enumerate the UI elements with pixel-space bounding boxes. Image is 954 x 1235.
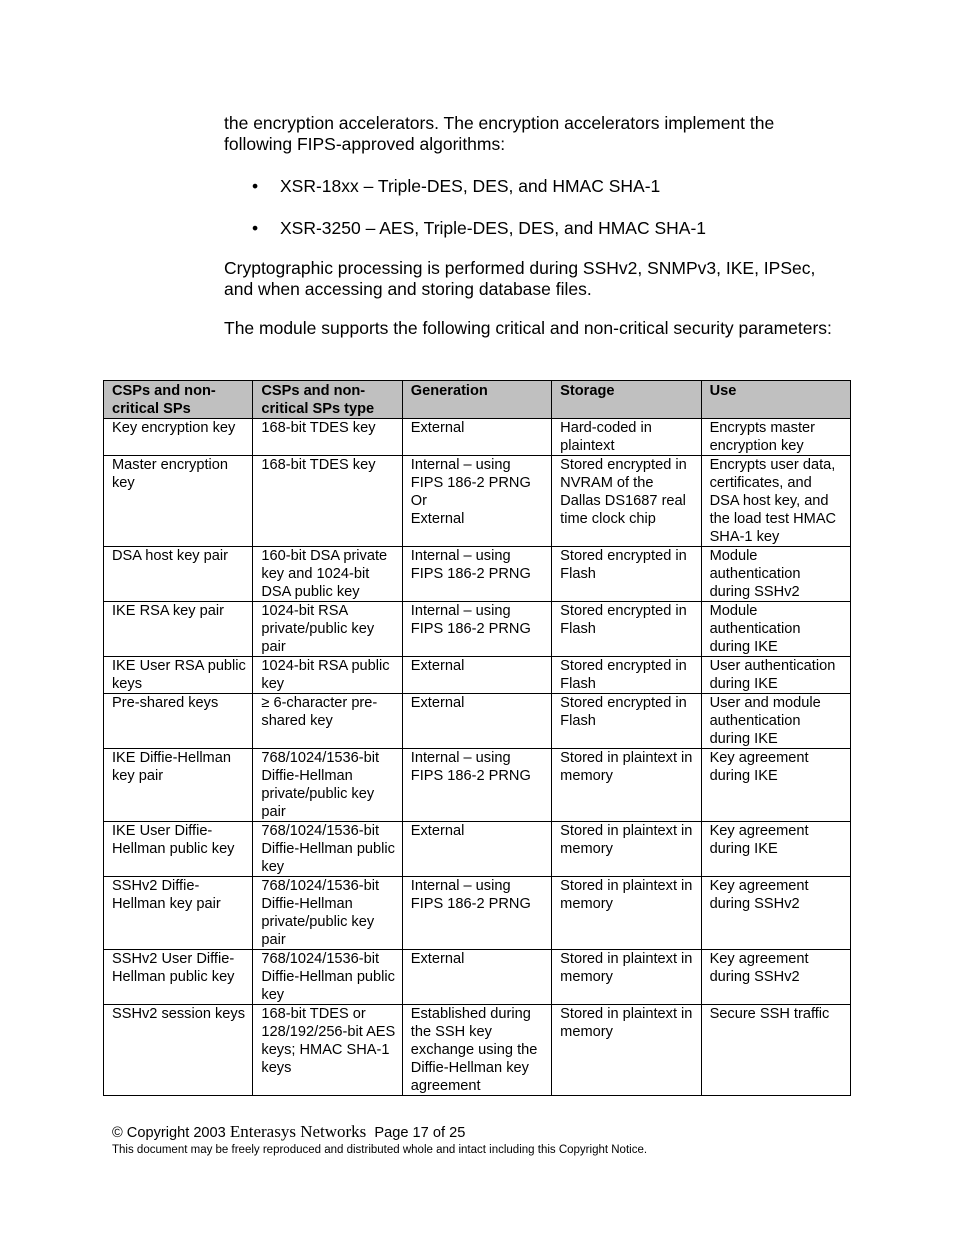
page-footer [112, 1122, 647, 1157]
cell-csp: SSHv2 User Diffie-Hellman public key [104, 950, 253, 1005]
cell-storage: Stored in plaintext in memory [552, 749, 701, 822]
cell-storage: Stored encrypted in Flash [552, 547, 701, 602]
table-row [104, 657, 851, 694]
cell-storage: Stored encrypted in Flash [552, 602, 701, 657]
processing-paragraph: Cryptographic processing is performed during SSHv2, SNMPv3, IKE, IPSec, and when accessing and storing database files. [224, 258, 816, 299]
header-use: Use [701, 381, 850, 419]
cell-type: 168-bit TDES key [253, 419, 402, 456]
cell-generation: External [402, 657, 551, 694]
cell-generation: Established during the SSH key exchange using the Diffie-Hellman key agreement [402, 1005, 551, 1096]
footer-page-number: Page 17 of 25 [374, 1125, 466, 1141]
cell-csp: Key encryption key [104, 419, 253, 456]
cell-storage: Stored encrypted in Flash [552, 694, 701, 749]
cell-use: Module authentication during SSHv2 [701, 547, 850, 602]
cell-type: 768/1024/1536-bit Diffie-Hellman public key [253, 950, 402, 1005]
table-row [104, 547, 851, 602]
table-header-row [104, 381, 851, 419]
footer-notice: This document may be freely reproduced and distributed whole and intact including this Copyright Notice. [112, 1144, 648, 1156]
header-type: CSPs and non-critical SPs type [253, 381, 402, 419]
cell-type: 1024-bit RSA private/public key pair [253, 602, 402, 657]
bullet-text: XSR-3250 – AES, Triple-DES, DES, and HMAC SHA-1 [280, 218, 706, 238]
cell-csp: IKE User RSA public keys [104, 657, 253, 694]
table-row [104, 419, 851, 456]
cell-csp: IKE Diffie-Hellman key pair [104, 749, 253, 822]
cell-use: Encrypts user data, certificates, and DSA host key, and the load test HMAC SHA-1 key [701, 456, 850, 547]
cell-storage: Stored in plaintext in memory [552, 950, 701, 1005]
cell-csp: SSHv2 Diffie-Hellman key pair [104, 877, 253, 950]
intro-paragraph: the encryption accelerators. The encryption accelerators implement the following FIPS-approved algorithms: [224, 113, 775, 154]
cell-generation: Internal – using FIPS 186-2 PRNG Or External [402, 456, 551, 547]
cell-use: Encrypts master encryption key [701, 419, 850, 456]
cell-storage: Stored encrypted in NVRAM of the Dallas DS1687 real time clock chip [552, 456, 701, 547]
cell-type: 160-bit DSA private key and 1024-bit DSA public key [253, 547, 402, 602]
cell-csp: DSA host key pair [104, 547, 253, 602]
cell-storage: Stored in plaintext in memory [552, 822, 701, 877]
header-storage: Storage [552, 381, 701, 419]
bullet-item [252, 218, 706, 239]
bullet-text: XSR-18xx – Triple-DES, DES, and HMAC SHA-1 [280, 176, 661, 196]
cell-storage: Stored in plaintext in memory [552, 1005, 701, 1096]
cell-storage: Stored in plaintext in memory [552, 877, 701, 950]
cell-generation: Internal – using FIPS 186-2 PRNG [402, 877, 551, 950]
table-body [104, 419, 851, 1096]
cell-generation: Internal – using FIPS 186-2 PRNG [402, 602, 551, 657]
parameters-paragraph: The module supports the following critical and non-critical security parameters: [224, 318, 832, 338]
cell-type: 1024-bit RSA public key [253, 657, 402, 694]
cell-use: User and module authentication during IKE [701, 694, 850, 749]
table-row [104, 950, 851, 1005]
cell-use: Key agreement during SSHv2 [701, 950, 850, 1005]
cell-storage: Hard-coded in plaintext [552, 419, 701, 456]
table-row [104, 1005, 851, 1096]
table-row [104, 602, 851, 657]
cell-csp: SSHv2 session keys [104, 1005, 253, 1096]
table-row [104, 456, 851, 547]
cell-generation: External [402, 694, 551, 749]
cell-generation: External [402, 419, 551, 456]
cell-use: User authentication during IKE [701, 657, 850, 694]
bullet-icon: • [252, 218, 259, 238]
cell-use: Module authentication during IKE [701, 602, 850, 657]
footer-line [112, 1122, 647, 1143]
cell-type: 168-bit TDES or 128/192/256-bit AES keys; HMAC SHA-1 keys [253, 1005, 402, 1096]
table-row [104, 822, 851, 877]
cell-generation: Internal – using FIPS 186-2 PRNG [402, 749, 551, 822]
footer-company: Enterasys Networks [229, 1122, 367, 1141]
cell-type: 768/1024/1536-bit Diffie-Hellman private/public key pair [253, 877, 402, 950]
cell-csp: Master encryption key [104, 456, 253, 547]
cell-storage: Stored encrypted in Flash [552, 657, 701, 694]
cell-generation: Internal – using FIPS 186-2 PRNG [402, 547, 551, 602]
cell-use: Key agreement during IKE [701, 749, 850, 822]
cell-csp: Pre-shared keys [104, 694, 253, 749]
cell-use: Key agreement during SSHv2 [701, 877, 850, 950]
footer-copyright: © Copyright 2003 [112, 1125, 226, 1141]
cell-type: ≥ 6-character pre-shared key [253, 694, 402, 749]
bullet-item [252, 176, 660, 197]
cell-use: Key agreement during IKE [701, 822, 850, 877]
header-csp: CSPs and non-critical SPs [104, 381, 253, 419]
header-generation: Generation [402, 381, 551, 419]
bullet-icon: • [252, 176, 259, 196]
cell-use: Secure SSH traffic [701, 1005, 850, 1096]
cell-csp: IKE User Diffie-Hellman public key [104, 822, 253, 877]
cell-generation: External [402, 822, 551, 877]
cell-type: 768/1024/1536-bit Diffie-Hellman private/public key pair [253, 749, 402, 822]
cell-generation: External [402, 950, 551, 1005]
table-row [104, 749, 851, 822]
cell-type: 168-bit TDES key [253, 456, 402, 547]
csp-table [103, 380, 851, 1096]
table-row [104, 877, 851, 950]
cell-type: 768/1024/1536-bit Diffie-Hellman public key [253, 822, 402, 877]
cell-csp: IKE RSA key pair [104, 602, 253, 657]
table-row [104, 694, 851, 749]
